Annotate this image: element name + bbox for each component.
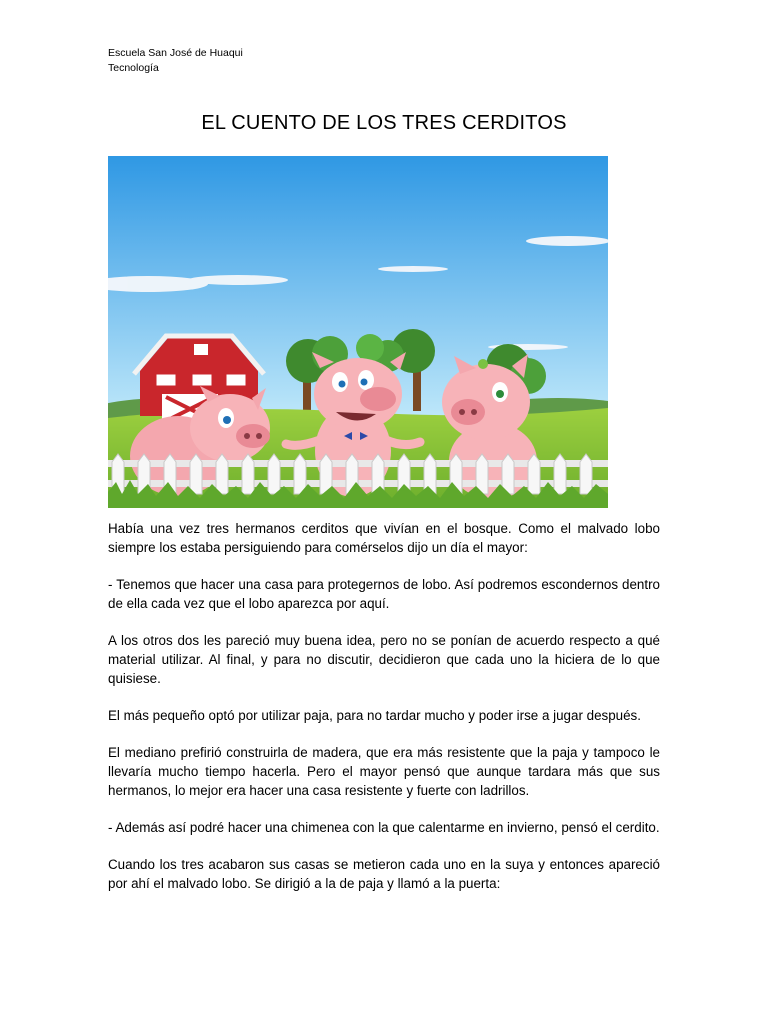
school-name: Escuela San José de Huaqui xyxy=(108,47,243,59)
document-header xyxy=(108,46,243,76)
story-body xyxy=(108,519,660,911)
story-paragraph: El mediano prefirió construirla de madera, que era más resistente que la paja y tampoco le llevaría mucho tiempo hacerla. Pero el mayor pensó que aunque tardara más que sus hermanos, lo mejor era hacer una casa resistente y fuerte con ladrillos. xyxy=(108,745,660,798)
story-paragraph: Cuando los tres acabaron sus casas se metieron cada uno en la suya y entonces apareció por ahí el malvado lobo. Se dirigió a la de paja y llamó a la puerta: xyxy=(108,857,660,891)
story-paragraph: Había una vez tres hermanos cerditos que vivían en el bosque. Como el malvado lobo siempre los estaba persiguiendo para comérselos dijo un día el mayor: xyxy=(108,521,660,555)
story-paragraph: - Además así podré hacer una chimenea con la que calentarme en invierno, pensó el cerdito. xyxy=(108,820,660,835)
three-little-pigs-farm-illustration xyxy=(108,156,608,508)
story-paragraph: - Tenemos que hacer una casa para protegernos de lobo. Así podremos escondernos dentro de ella cada vez que el lobo aparezca por aquí. xyxy=(108,577,660,611)
story-paragraph: A los otros dos les pareció muy buena idea, pero no se ponían de acuerdo respecto a qué material utilizar. Al final, y para no discutir, decidieron que cada uno la hiciera de lo que quisiese. xyxy=(108,633,660,686)
story-title: EL CUENTO DE LOS TRES CERDITOS xyxy=(201,112,567,134)
story-paragraph: El más pequeño optó por utilizar paja, para no tardar mucho y poder irse a jugar después. xyxy=(108,708,641,723)
subject-name: Tecnología xyxy=(108,62,159,74)
